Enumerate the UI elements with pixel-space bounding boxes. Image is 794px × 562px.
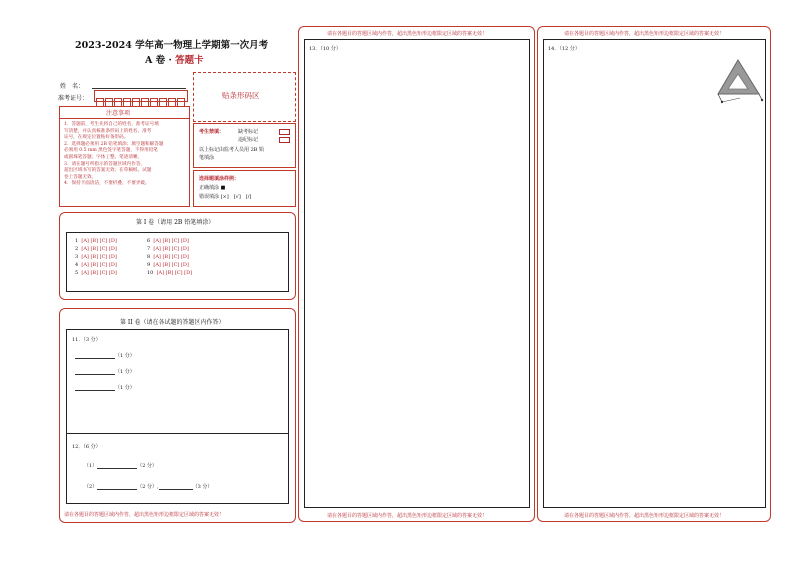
wrong-fill-label: 错误填涂 <box>199 194 220 200</box>
boundary-warning: 请在各题目的答题区域内作答，超出黑色矩形边框限定区域的答案无效！ <box>564 513 725 519</box>
name-label: 姓 名： <box>60 83 85 90</box>
absent-checkbox[interactable] <box>279 129 290 135</box>
candidate-box-label: 考生禁填： <box>199 129 225 135</box>
q12-label: 12．（6 分） <box>72 444 101 450</box>
notice-line: 超出区域书写的答案无效；在草稿纸、试题 <box>64 168 152 174</box>
candidate-note-line1: 以上标记由监考人员用 2B 铅 <box>199 147 265 153</box>
notice-line: 1．答题前，考生先将自己的姓名，准考证号填 <box>64 122 159 127</box>
q13-label: 13．（10 分） <box>309 46 341 52</box>
triangle-figure-icon <box>716 54 766 104</box>
notice-line: 4．保持卡面清洁，不要折叠、不要弄破。 <box>64 181 150 187</box>
fill-sample-box <box>193 170 296 207</box>
fill-sample-heading: 选择题填涂样例： <box>199 176 240 182</box>
candidate-box <box>193 123 296 168</box>
section1-answer-area <box>66 232 289 292</box>
q14-answer-area[interactable] <box>543 39 766 508</box>
q14-panel <box>537 26 771 522</box>
q11-blank-3[interactable]: （1 分） <box>75 384 135 391</box>
wrong-fill <box>199 193 251 200</box>
boundary-warning: 请在各题目的答题区域内作答，超出黑色矩形边框限定区域的答案无效！ <box>564 31 725 37</box>
choice-row[interactable]: 6 [A] [B] [C] [D] <box>147 238 189 244</box>
q12-part2[interactable]: （2） （2 分）, （3 分） <box>84 484 213 490</box>
notice-line: 或圆珠笔答题；字体工整、笔迹清晰。 <box>64 154 143 160</box>
q13-panel <box>298 26 535 522</box>
barcode-label: 贴条形码区 <box>222 91 260 100</box>
choice-row[interactable]: 2 [A] [B] [C] [D] <box>75 246 117 252</box>
violation-label: 违纪标记 <box>238 137 259 143</box>
notice-line: 必须用 0.5 mm 黑色签字笔答题，不得用铅笔 <box>64 148 158 154</box>
correct-fill-mark: ■ <box>220 185 226 191</box>
q11-blank-1[interactable]: （1 分） <box>75 352 135 359</box>
answer-sheet-label: 答题卡 <box>175 55 204 66</box>
choice-row[interactable]: 3 [A] [B] [C] [D] <box>75 254 117 260</box>
violation-checkbox[interactable] <box>279 137 290 143</box>
choice-row[interactable]: 4 [A] [B] [C] [D] <box>75 262 117 268</box>
q11-label: 11．（3 分） <box>72 337 101 343</box>
choice-row[interactable]: 9 [A] [B] [C] [D] <box>147 262 189 268</box>
notice-line: 证号，在规定位置贴好条形码。 <box>64 135 129 141</box>
divider <box>67 433 288 434</box>
choice-row[interactable]: 7 [A] [B] [C] [D] <box>147 246 189 252</box>
choice-column-right <box>147 237 192 277</box>
q13-answer-area[interactable] <box>304 39 530 508</box>
notice-list <box>64 122 188 188</box>
exam-number-grid[interactable] <box>94 90 188 102</box>
notice-box <box>59 106 190 207</box>
exam-number-label: 准考证号： <box>58 95 89 102</box>
q11-blank-2[interactable]: （1 分） <box>75 368 135 375</box>
wrong-fill-marks: [×] [√] [/] <box>220 194 252 200</box>
choice-row[interactable]: 1 [A] [B] [C] [D] <box>75 238 117 244</box>
boundary-warning: 请在各题目的答题区域内作答，超出黑色矩形边框限定区域的答案无效！ <box>327 31 488 37</box>
page-title: 2023-2024 学年高一物理上学期第一次月考 <box>75 40 269 51</box>
section1-box <box>59 212 296 300</box>
choice-row[interactable]: 10 [A] [B] [C] [D] <box>147 270 193 276</box>
barcode-area <box>193 72 296 122</box>
candidate-note-line2: 笔填涂 <box>199 155 215 161</box>
choice-row[interactable]: 5 [A] [B] [C] [D] <box>75 270 117 276</box>
section2-box <box>59 308 296 523</box>
section2-title: 第 II 卷（请在各试题的答题区内作答） <box>120 319 225 326</box>
q12-part1[interactable]: （1） （2 分） <box>84 463 157 469</box>
name-field[interactable] <box>92 88 186 89</box>
choice-row[interactable]: 8 [A] [B] [C] [D] <box>147 254 189 260</box>
section1-title: 第 I 卷（请用 2B 铅笔填涂） <box>136 219 215 226</box>
boundary-warning: 请在各题目的答题区域内作答，超出黑色矩形边框限定区域的答案无效！ <box>64 512 225 518</box>
correct-fill-label: 正确填涂 <box>199 185 220 191</box>
notice-line: 写清楚，并认真核准条形码上的姓名、准考 <box>64 128 152 134</box>
notice-line: 2．选择题必须用 2B 铅笔填涂；填空题和解答题 <box>64 141 164 147</box>
paper-version-label: A 卷 · <box>145 55 172 66</box>
paper-version <box>145 52 204 66</box>
absent-label: 缺考标记 <box>238 129 259 135</box>
notice-line: 卷上答题无效。 <box>64 174 97 180</box>
notice-line: 3．请在题号所指示的答题区域内作答， <box>64 161 146 167</box>
notice-heading: 注意事项 <box>106 110 131 117</box>
section2-answer-area <box>66 329 289 504</box>
boundary-warning: 请在各题目的答题区域内作答，超出黑色矩形边框限定区域的答案无效！ <box>327 513 488 519</box>
correct-fill <box>199 184 225 191</box>
q14-label: 14．（12 分） <box>548 46 580 52</box>
choice-column-left <box>75 237 117 277</box>
